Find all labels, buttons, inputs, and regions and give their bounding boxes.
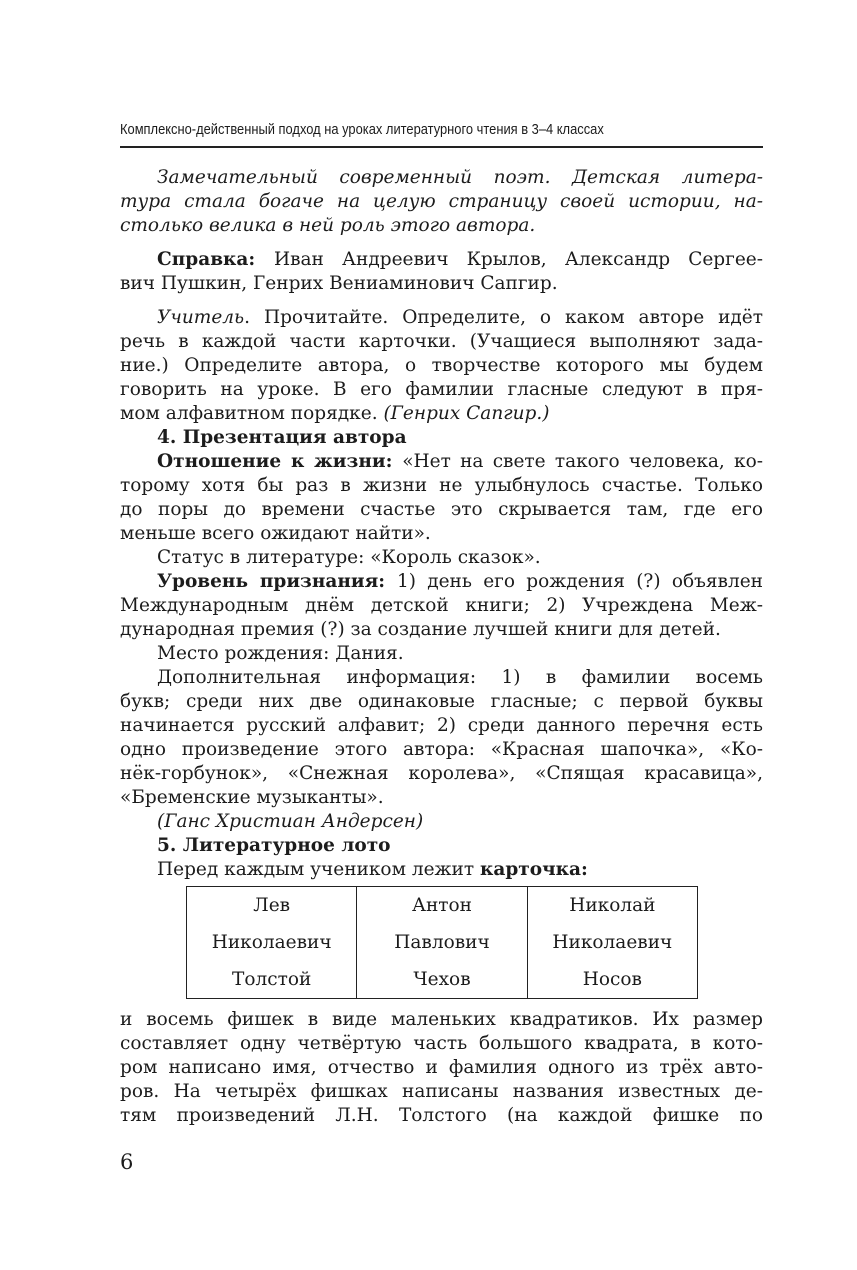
table-row: [187, 887, 698, 925]
lotto-card-table: [186, 886, 698, 999]
paragraph: [120, 306, 763, 426]
text: букв; среди них две одинаковые гласные; с первой буквы: [120, 691, 763, 712]
text-line: [120, 402, 763, 426]
bold-text: Уровень признания:: [157, 571, 397, 592]
text-line: [120, 762, 763, 786]
text-line: [120, 1032, 763, 1056]
text: «Нет на свете такого человека, ко-: [402, 451, 763, 472]
paragraph: [120, 426, 763, 450]
text: мом алфавитном порядке.: [120, 403, 384, 424]
text: начинается русский алфавит; 2) среди данного перечня есть: [120, 715, 763, 736]
text-line: [120, 546, 763, 570]
paragraph: [120, 810, 763, 834]
table-cell: Николаевич: [527, 924, 697, 961]
text: Международным днём детской книги; 2) Учреждена Меж-: [120, 595, 763, 616]
text: 1) день его рождения (?) объявлен: [396, 571, 763, 592]
text: нёк-горбунок», «Снежная королева», «Спящая красавица»,: [120, 763, 763, 784]
running-header: Комплексно-действенный подход на уроках литературного чтения в 3–4 классах: [120, 121, 604, 138]
text-line: [120, 1104, 763, 1128]
text: Статус в литературе: «Король сказок».: [157, 547, 541, 568]
bold-text: карточка:: [480, 859, 588, 880]
bold-text: 5. Литературное лото: [157, 835, 391, 856]
table-row: [187, 961, 698, 999]
text: «Бременские музыканты».: [120, 787, 384, 808]
paragraph: [120, 450, 763, 546]
text-line: [120, 166, 763, 190]
text-line: [120, 594, 763, 618]
text-line: [120, 642, 763, 666]
text: дународная премия (?) за создание лучшей книги для детей.: [120, 619, 721, 640]
paragraph: [120, 1008, 763, 1128]
text-line: [120, 522, 763, 546]
text: речь в каждой части карточки. (Учащиеся выполняют зада-: [120, 331, 763, 352]
table-cell: Николай: [527, 887, 697, 925]
text-line: [120, 330, 763, 354]
text: и восемь фишек в виде маленьких квадратиков. Их размер: [120, 1009, 763, 1030]
text: вич Пушкин, Генрих Вениаминович Сапгир.: [120, 273, 558, 294]
text-line: [120, 666, 763, 690]
paragraph: [120, 834, 763, 858]
text-line: [120, 426, 763, 450]
paragraph: [120, 570, 763, 642]
text-line: [120, 248, 763, 272]
body-text-top: [120, 166, 763, 882]
text-line: [120, 214, 763, 238]
header-rule: [120, 146, 763, 148]
text-line: [120, 378, 763, 402]
text: Место рождения: Дания.: [157, 643, 404, 664]
table-cell: Антон: [357, 887, 527, 925]
table-cell: Павлович: [357, 924, 527, 961]
bold-text: 4. Презентация автора: [157, 427, 407, 448]
text: Перед каждым учеником лежит: [157, 859, 481, 880]
table-cell: Толстой: [187, 961, 357, 999]
paragraph: [120, 858, 763, 882]
italic-text: Замечательный современный поэт. Детская литера-: [157, 167, 763, 188]
italic-text: (Генрих Сапгир.): [383, 403, 550, 424]
text: торому хотя бы раз в жизни не улыбнулось счастье. Только: [120, 475, 763, 496]
text: Дополнительная информация: 1) в фамилии восемь: [157, 667, 763, 688]
body-text-bottom: [120, 1008, 763, 1128]
page-number: 6: [120, 1150, 134, 1174]
text: ние.) Определите автора, о творчестве которого мы будем: [120, 355, 763, 376]
text: тям произведений Л.Н. Толстого (на каждой фишке по: [120, 1105, 763, 1126]
italic-text: Учитель: [157, 307, 245, 328]
text: составляет одну четвёртую часть большого квадрата, в кото-: [120, 1033, 763, 1054]
text-line: [120, 354, 763, 378]
text: Иван Андреевич Крылов, Александр Сергее-: [273, 249, 763, 270]
paragraph: [120, 642, 763, 666]
table-cell: Николаевич: [187, 924, 357, 961]
bold-text: Справка:: [157, 249, 274, 270]
text-line: [120, 618, 763, 642]
text-line: [120, 272, 763, 296]
text: ром написано имя, отчество и фамилия одного из трёх авто-: [120, 1057, 763, 1078]
italic-text: столько велика в ней роль этого автора.: [120, 215, 536, 236]
text-line: [120, 690, 763, 714]
paragraph: [120, 666, 763, 810]
text-line: [120, 834, 763, 858]
text: говорить на уроке. В его фамилии гласные следуют в пря-: [120, 379, 763, 400]
text: одно произведение этого автора: «Красная шапочка», «Ко-: [120, 739, 763, 760]
text-line: [120, 1056, 763, 1080]
italic-text: (Ганс Христиан Андерсен): [157, 811, 424, 832]
text-line: [120, 738, 763, 762]
text-line: [120, 858, 763, 882]
text-line: [120, 810, 763, 834]
text-line: [120, 1080, 763, 1104]
text: меньше всего ожидают найти».: [120, 523, 431, 544]
paragraph: [120, 248, 763, 296]
table-cell: Лев: [187, 887, 357, 925]
text: . Прочитайте. Определите, о каком авторе идёт: [244, 307, 763, 328]
text-line: [120, 786, 763, 810]
italic-text: тура стала богаче на целую страницу своей истории, на-: [120, 191, 763, 212]
text-line: [120, 190, 763, 214]
text-line: [120, 306, 763, 330]
text-line: [120, 714, 763, 738]
text: до поры до времени счастье это скрывается там, где его: [120, 499, 763, 520]
paragraph: [120, 166, 763, 238]
text: ров. На четырёх фишках написаны названия известных де-: [120, 1081, 763, 1102]
paragraph: [120, 546, 763, 570]
table-cell: Носов: [527, 961, 697, 999]
text-line: [120, 474, 763, 498]
bold-text: Отношение к жизни:: [157, 451, 403, 472]
table-row: [187, 924, 698, 961]
text-line: [120, 570, 763, 594]
text-line: [120, 498, 763, 522]
text-line: [120, 1008, 763, 1032]
text-line: [120, 450, 763, 474]
table-cell: Чехов: [357, 961, 527, 999]
